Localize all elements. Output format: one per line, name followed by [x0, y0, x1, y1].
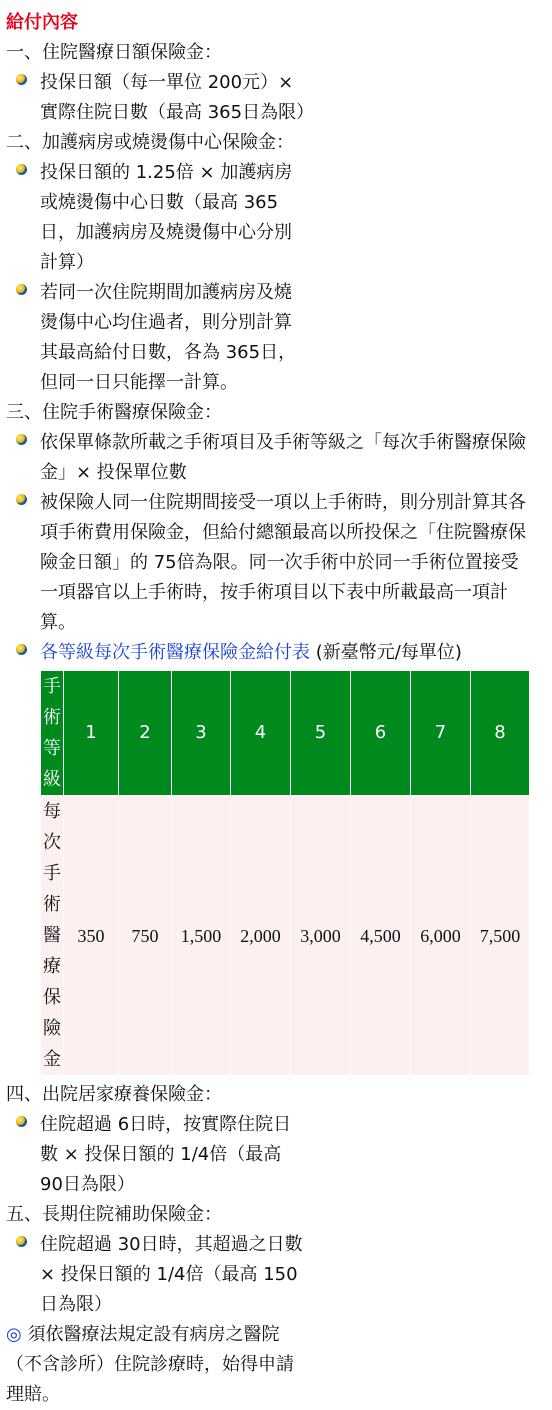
- section-items: [6, 68, 315, 128]
- amount-cell: 6,000: [411, 796, 470, 1075]
- level-cell: 7: [411, 671, 470, 795]
- section-title: 一、住院醫療日額保險金：: [6, 42, 222, 63]
- list-item: [6, 158, 306, 278]
- table-unit: (新臺幣元/每單位): [315, 642, 462, 663]
- double-circle-icon: ◎: [6, 1324, 22, 1345]
- item-text: 被保險人同一住院期間接受一項以上手術時，則分別計算其各項手術費用保險金，但給付總額最高以所投保之「住院醫療保險金日額」的 75倍為限。同一次手術中於同一手術位置接受一項器官以上手術時，按手術項目以下表中所載最高一項計算。: [40, 492, 526, 633]
- amount-cell: 7,500: [471, 796, 529, 1075]
- section-surgery: [6, 398, 552, 1076]
- section-items: [6, 428, 552, 668]
- section-hospital-daily: [6, 38, 552, 128]
- item-text: 若同一次住院期間加護病房及燒燙傷中心均住過者，則分別計算其最高給付日數，各為 365日，但同一日只能擇一計算。: [40, 282, 297, 393]
- bullet-icon: [16, 1116, 27, 1127]
- level-cell: 5: [291, 671, 350, 795]
- page-title: 給付內容: [6, 12, 78, 33]
- section-title: 三、住院手術醫療保險金：: [6, 402, 222, 423]
- section-icu-burn: [6, 128, 552, 398]
- amount-cell: 1,500: [172, 796, 230, 1075]
- level-cell: 2: [119, 671, 171, 795]
- bullet-icon: [16, 164, 27, 175]
- list-item: [6, 638, 526, 668]
- section-title: 二、加護病房或燒燙傷中心保險金：: [6, 132, 294, 153]
- level-cell: 1: [64, 671, 118, 795]
- list-item: [6, 278, 306, 398]
- item-text: 住院超過 30日時，其超過之日數 × 投保日額的 1/4倍（最高 150日為限）: [40, 1234, 303, 1315]
- section-title: 四、出院居家療養保險金：: [6, 1084, 222, 1105]
- bullet-icon: [16, 1236, 27, 1247]
- amount-cell: 750: [119, 796, 171, 1075]
- list-item: [6, 488, 526, 638]
- note-text: 須依醫療法規定設有病房之醫院（不含診所）住院診療時，始得申請理賠。: [6, 1324, 294, 1405]
- bullet-icon: [16, 494, 27, 505]
- section-long-stay: [6, 1200, 552, 1320]
- table-header-row: [41, 671, 529, 795]
- bullet-icon: [16, 644, 27, 655]
- section-title: 五、長期住院補助保險金：: [6, 1204, 222, 1225]
- list-item: [6, 68, 315, 128]
- surgery-benefit-table: [40, 670, 530, 1076]
- section-items: [6, 1110, 306, 1200]
- list-item: [6, 1110, 306, 1200]
- amount-cell: 3,000: [291, 796, 350, 1075]
- list-item: [6, 1230, 306, 1320]
- list-item: [6, 428, 526, 488]
- item-text: 投保日額的 1.25倍 × 加護病房或燒燙傷中心日數（最高 365日，加護病房及燒燙傷中心分別計算）: [40, 162, 293, 273]
- claim-note: [6, 1320, 306, 1410]
- table-row: [41, 796, 529, 1075]
- row-label: 每次手術醫療保險金: [43, 801, 61, 1070]
- section-items: [6, 158, 306, 398]
- bullet-icon: [16, 284, 27, 295]
- level-cell: 8: [471, 671, 529, 795]
- header-label: 手術等級: [43, 676, 61, 790]
- level-cell: 6: [351, 671, 410, 795]
- level-cell: 4: [231, 671, 290, 795]
- level-cell: 3: [172, 671, 230, 795]
- amount-cell: 2,000: [231, 796, 290, 1075]
- surgery-table-link[interactable]: 各等級每次手術醫療保險金給付表: [40, 642, 310, 663]
- amount-cell: 4,500: [351, 796, 410, 1075]
- bullet-icon: [16, 434, 27, 445]
- item-text: 依保單條款所載之手術項目及手術等級之「每次手術醫療保險金」× 投保單位數: [40, 432, 526, 483]
- amount-cell: 350: [64, 796, 118, 1075]
- bullet-icon: [16, 74, 27, 85]
- row-label-cell: [41, 796, 63, 1075]
- section-home-care: [6, 1080, 552, 1200]
- item-text: 投保日額（每一單位 200元）× 實際住院日數（最高 365日為限）: [40, 72, 315, 123]
- item-text: 住院超過 6日時，按實際住院日數 × 投保日額的 1/4倍（最高 90日為限）: [40, 1114, 292, 1195]
- header-label-cell: [41, 671, 63, 795]
- section-items: [6, 1230, 306, 1320]
